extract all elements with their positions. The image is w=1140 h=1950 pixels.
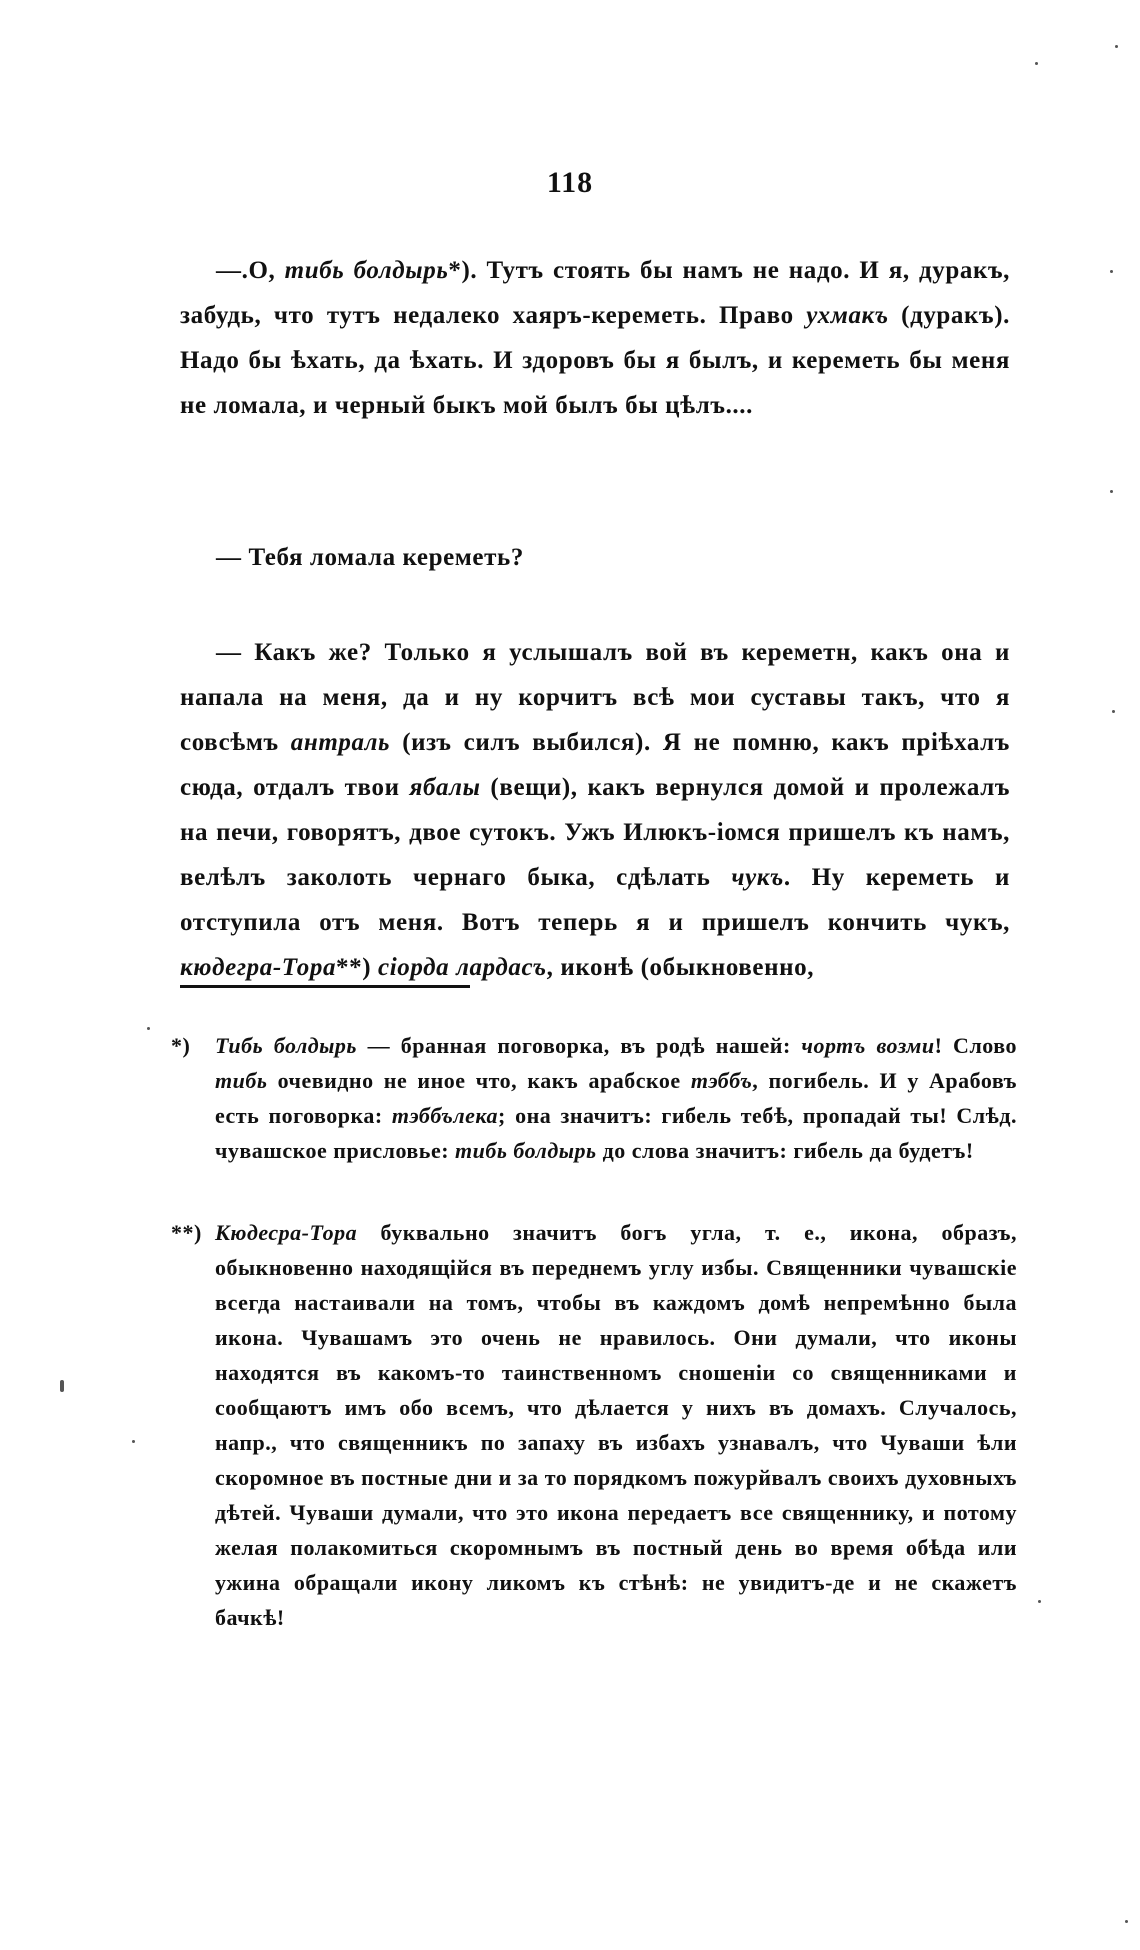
text-run: — Какъ же? Только я услышалъ вой въ кереметн, какъ она и напала на меня, да и ну корчитъ всѣ мои суставы такъ, что я совсѣмъ <box>180 639 1010 756</box>
text-run: . Ну кереметь и отступила отъ меня. Вотъ теперь я и пришелъ кончить чукъ, <box>180 864 1010 936</box>
text-run: (дуракъ). Надо бы ѣхать, да ѣхать. И здоровъ бы я былъ, и кереметь бы меня не ломала, и черный быкъ мой былъ бы цѣлъ.... <box>180 302 1010 419</box>
scan-speck <box>1110 270 1113 273</box>
scan-speck <box>1115 45 1118 48</box>
text-run: буквально значитъ богъ угла, т. е., икона, образъ, обыкновенно находящійся въ переднемъ углу избы. Священники чувашскіе всегда настаивали на томъ, чтобы въ каждомъ домѣ непремѣнно была икона. Чувашамъ это очень не нравилось. Они думали, что иконы находятся въ какомъ-то таинственномъ сношеніи со священниками и сообщаютъ имъ обо всемъ, что дѣлается у нихъ въ домахъ. Случалось, напр., что священникъ по запаху въ избахъ узнавалъ, что Чуваши ѣли скоромное въ постные дни и за то порядкомъ пожурйвалъ своихъ духовныхъ дѣтей. Чуваши думали, что это икона передаетъ все священнику, и потому желая полакомиться скоромнымъ въ постный день во время обѣда или ужина обращали икону ликомъ къ стѣнѣ: не увидитъ-де и не скажетъ бачкѣ! <box>215 1220 1017 1630</box>
italic-term: ухмакъ <box>806 302 889 329</box>
footnote-separator <box>180 985 470 988</box>
paragraph-1 <box>180 248 1010 428</box>
italic-term: тибь болдырь <box>455 1138 597 1163</box>
scan-speck <box>1110 490 1113 493</box>
italic-term: тибь <box>215 1068 268 1093</box>
scan-speck <box>1038 1600 1041 1603</box>
italic-term: тэббълека <box>391 1103 499 1128</box>
footnote-ref: **) <box>336 954 379 981</box>
scan-speck <box>1112 710 1115 713</box>
italic-term: тэббъ <box>690 1068 753 1093</box>
paragraph-2 <box>180 535 1010 580</box>
italic-term: Кюдесра-Тора <box>215 1220 358 1245</box>
scan-speck <box>60 1380 64 1392</box>
text-run: ! Слово <box>934 1033 1017 1058</box>
footnote-1 <box>171 1028 1017 1168</box>
text-run: (вещи), какъ вернулся домой и пролежалъ на печи, говорятъ, двое сутокъ. Ужъ Илюкъ-іомся пришелъ къ намъ, велѣлъ заколоть чернаго быка, сдѣлать <box>180 774 1010 891</box>
italic-term: Тибь болдырь <box>215 1033 357 1058</box>
scan-speck <box>147 1027 150 1030</box>
text-run: (изъ силъ выбился). Я не помню, какъ пріѣхалъ сюда, отдалъ твои <box>180 729 1010 801</box>
italic-term: чукъ <box>731 864 784 891</box>
italic-term: сіорда лардасъ <box>378 954 547 981</box>
italic-term: кюдегра-Тора <box>180 954 337 981</box>
italic-term: антраль <box>290 729 391 756</box>
scan-speck <box>1125 1920 1128 1923</box>
text-run: , погибель. И у Арабовъ есть поговорка: <box>215 1068 1017 1128</box>
page-number: 118 <box>546 166 594 199</box>
text-run: — бранная поговорка, въ родѣ нашей: <box>356 1033 802 1058</box>
text-run: очевидно не иное что, какъ арабское <box>267 1068 691 1093</box>
scan-speck <box>1035 62 1038 65</box>
text-run: до слова значитъ: гибель да будетъ! <box>596 1138 974 1163</box>
scan-speck <box>132 1440 135 1443</box>
footnote-mark: **) <box>171 1220 202 1245</box>
text-run: *). Тутъ стоять бы намъ не надо. И я, дуракъ, забудь, что тутъ недалеко хаяръ-кереметь. Право <box>180 257 1010 329</box>
footnote-2 <box>171 1215 1017 1635</box>
footnote-mark: *) <box>171 1033 191 1058</box>
text-run: ; она значитъ: гибель тебѣ, пропадай ты! Слѣд. чувашское присловье: <box>215 1103 1017 1163</box>
dialogue-line: — Тебя ломала кереметь? <box>216 544 524 571</box>
italic-term: ябалы <box>409 774 481 801</box>
paragraph-3 <box>180 630 1010 990</box>
italic-term: тибь болдырь <box>284 257 449 284</box>
text-run: , иконѣ (обыкновенно, <box>546 954 815 981</box>
italic-term: чортъ возми <box>801 1033 935 1058</box>
text-run: —.О, <box>216 257 285 284</box>
